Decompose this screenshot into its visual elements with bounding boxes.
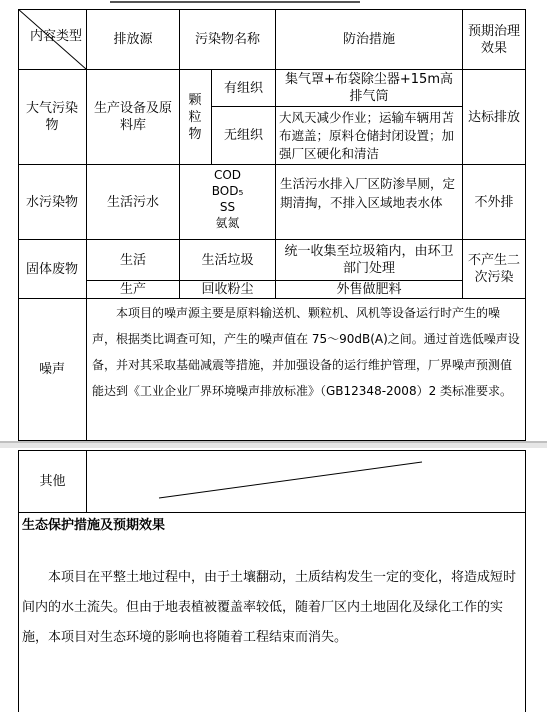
table-border-left (18, 9, 19, 441)
header-content-type: 内容类型 (30, 28, 83, 44)
cropped-heading-line (110, 1, 360, 3)
header-measures: 防治措施 (342, 32, 395, 47)
strike-through-line (150, 455, 430, 505)
solid-pollutant-garbage: 生活垃圾 (201, 252, 254, 268)
water-type: 水污染物 (25, 194, 78, 210)
air-organized-label: 有组织 (223, 80, 263, 96)
air-type: 大气污染物 (25, 101, 78, 133)
solid-pollutant-dust: 回收粉尘 (201, 282, 254, 297)
table-border-right (525, 9, 526, 441)
table-border-top (18, 450, 526, 451)
section-title: 生态保护措施及预期效果 (22, 518, 166, 533)
col-divider (462, 9, 463, 299)
page-break-gap (0, 443, 547, 448)
air-unorganized-label: 无组织 (223, 128, 263, 143)
noise-type: 噪声 (38, 362, 65, 377)
col-divider (86, 450, 87, 512)
row-divider (18, 512, 526, 513)
row-divider (18, 298, 526, 299)
solid-source-domestic: 生活 (119, 252, 146, 268)
other-label: 其他 (39, 474, 66, 489)
air-pollutant: 颗粒物 (188, 92, 202, 142)
water-measure: 生活污水排入厂区防渗旱厕，定期清掏，不排入区域地表水体 (280, 176, 456, 210)
solid-measure-garbage: 统一收集至垃圾箱内，由环卫部门处理 (284, 244, 454, 276)
header-expected: 预期治理效果 (467, 23, 520, 56)
solid-source-production: 生产 (119, 282, 146, 297)
solid-type: 固体废物 (25, 261, 78, 277)
solid-measure-dust: 外售做肥料 (336, 282, 402, 297)
water-effect: 不外排 (474, 194, 514, 210)
air-organized-measure: 集气罩+布袋除尘器+15m高排气筒 (285, 72, 453, 104)
water-pollutant: SS (219, 200, 236, 214)
air-unorganized-measure: 大风天减少作业；运输车辆用苫布遮盖；原料仓储封闭设置；加强厂区硬化和清洁 (279, 110, 455, 161)
solid-effect: 不产生二次污染 (467, 253, 520, 285)
water-pollutant: 氨氮 (215, 216, 240, 230)
noise-description: 本项目的噪声源主要是原料输送机、颗粒机、风机等设备运行时产生的噪声，根据类比调查可知，产生的噪声值在 75～90dB(A)之间。通过首选低噪声设备，并对其采取基础减震等措施，并加强设备的运行维护管理，厂界噪声预测值能达到《工业企业厂界环境噪声排放标准》（GB12348-2008）2 类标准要求。 (92, 306, 520, 398)
air-effect: 达标排放 (467, 109, 520, 125)
header-source: 排放源 (113, 32, 153, 47)
water-source: 生活污水 (106, 194, 159, 210)
water-pollutant: COD (213, 168, 242, 182)
table-border-right (525, 450, 526, 712)
header-pollutant: 污染物名称 (194, 32, 260, 47)
water-pollutant-list (180, 167, 275, 231)
ecological-paragraph: 本项目在平整土地过程中，由于土壤翻动，土质结构发生一定的变化，将造成短时间内的水土流失。但由于地表植被覆盖率较低，随着厂区内土地固化及绿化工作的实施，本项目对生态环境的影响也将随着工程结束而消失。 (22, 570, 517, 645)
water-pollutant: BOD₅ (211, 184, 244, 198)
air-source: 生产设备及原料库 (93, 101, 172, 133)
